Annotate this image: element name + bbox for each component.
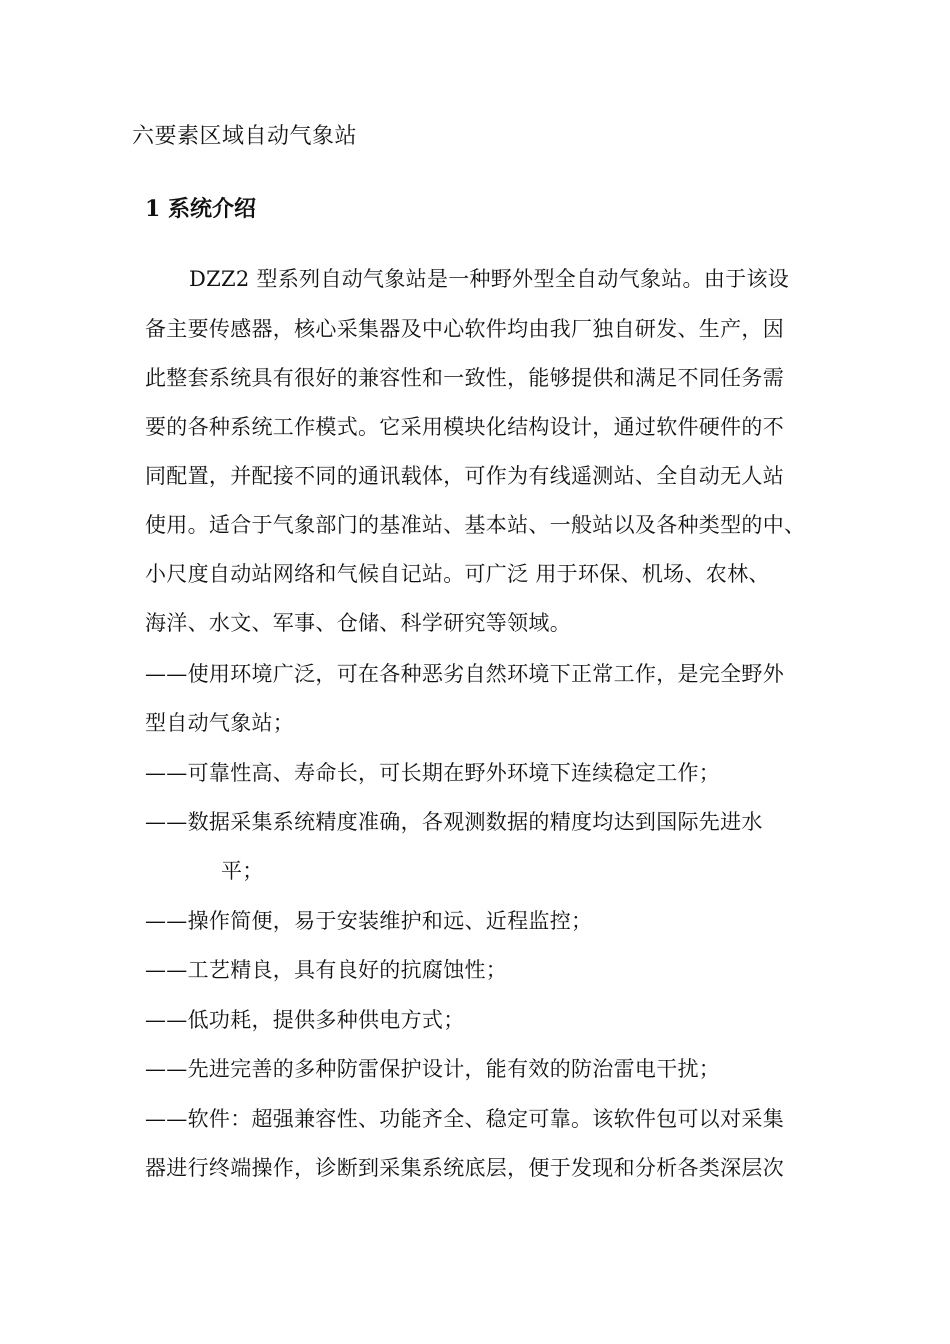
document-title: 六要素区域自动气象站: [132, 124, 358, 149]
paragraph-line: 备主要传感器，核心采集器及中心软件均由我厂独自研发、生产，因: [145, 317, 784, 341]
paragraph-line: 此整套系统具有很好的兼容性和一致性，能够提供和满足不同任务需: [145, 366, 784, 390]
feature-item: ——数据采集系统精度准确，各观测数据的精度均达到国际先进水: [145, 810, 763, 834]
feature-item-continuation: 型自动气象站；: [145, 711, 295, 735]
paragraph-line: 同配置，并配接不同的通讯载体，可作为有线遥测站、全自动无人站: [145, 464, 784, 488]
feature-item: ——先进完善的多种防雷保护设计，能有效的防治雷电干扰；: [145, 1057, 721, 1081]
paragraph-line: 小尺度自动站网络和气候自记站。可广泛 用于环保、机场、农林、: [145, 562, 770, 586]
feature-item: ——操作简便，易于安装维护和远、近程监控；: [145, 909, 593, 933]
feature-item: ——可靠性高、寿命长，可长期在野外环境下连续稳定工作；: [145, 761, 721, 785]
feature-item: ——低功耗，提供多种供电方式；: [145, 1008, 465, 1032]
feature-item: ——使用环境广泛，可在各种恶劣自然环境下正常工作，是完全野外: [145, 662, 784, 686]
section-heading: 1 系统介绍: [145, 196, 256, 222]
feature-item: ——软件：超强兼容性、功能齐全、稳定可靠。该软件包可以对采集: [145, 1107, 784, 1131]
paragraph-line: 要的各种系统工作模式。它采用模块化结构设计，通过软件硬件的不: [145, 415, 784, 439]
feature-item-continuation: 器进行终端操作，诊断到采集系统底层，便于发现和分析各类深层次: [145, 1156, 784, 1180]
paragraph-line: 使用。适合于气象部门的基准站、基本站、一般站以及各种类型的中、: [145, 513, 806, 537]
paragraph-line: 海洋、水文、军事、仓储、科学研究等领域。: [145, 611, 571, 635]
paragraph-line: DZZ2 型系列自动气象站是一种野外型全自动气象站。由于该设: [189, 267, 790, 291]
feature-item: ——工艺精良，具有良好的抗腐蚀性；: [145, 958, 508, 982]
feature-item-continuation: 平；: [221, 859, 264, 883]
